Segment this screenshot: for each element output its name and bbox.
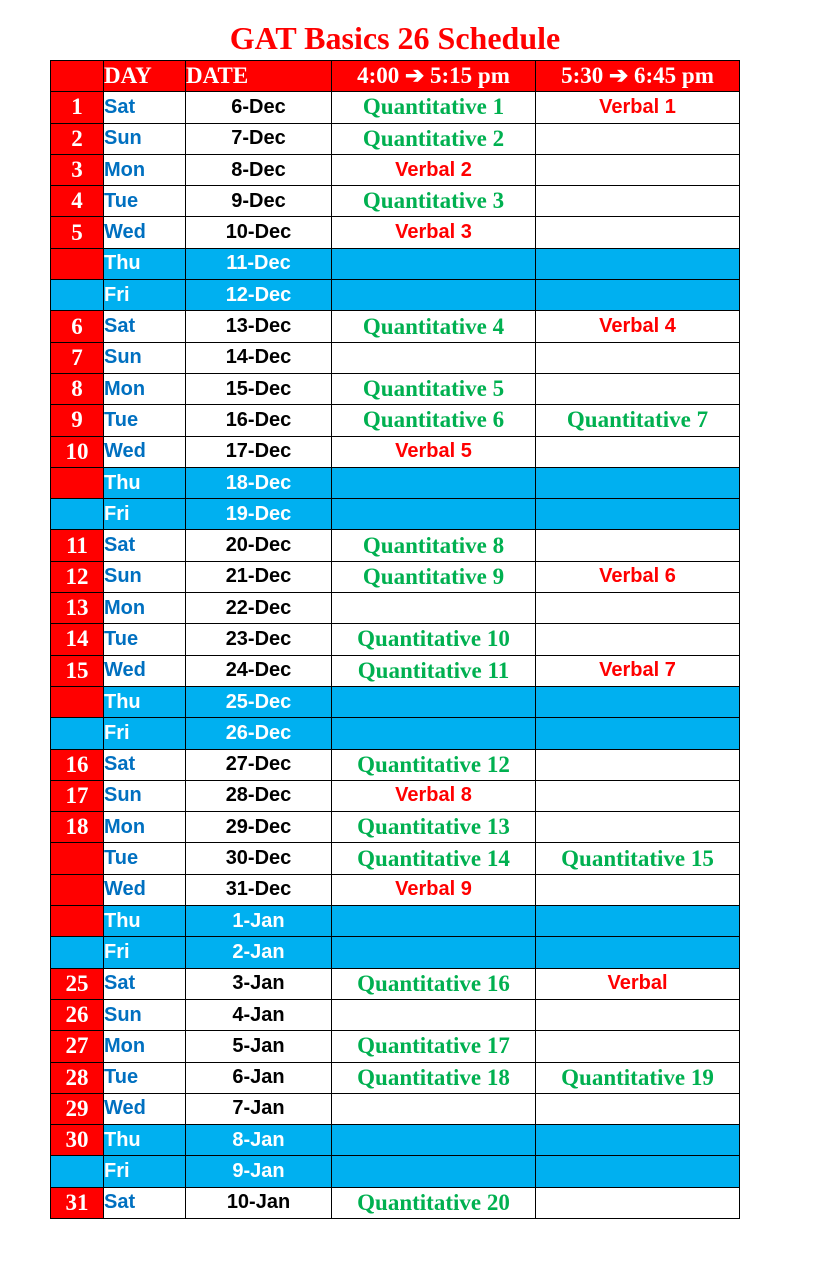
- slot-1-session: Quantitative 13: [357, 814, 510, 840]
- slot-2-cell: [536, 1156, 740, 1187]
- table-row: [51, 1093, 740, 1124]
- session-number: 11: [51, 530, 104, 561]
- date-cell: 5-Jan: [186, 1031, 332, 1062]
- day-cell: Mon: [104, 373, 186, 404]
- table-row: [51, 248, 740, 279]
- day-cell: Sat: [104, 530, 186, 561]
- slot-1-cell: [332, 780, 536, 811]
- date-cell: 22-Dec: [186, 593, 332, 624]
- date-cell: 7-Dec: [186, 123, 332, 154]
- session-number: 31: [51, 1187, 104, 1218]
- day-cell: Fri: [104, 499, 186, 530]
- session-number: 17: [51, 780, 104, 811]
- slot-1-session: Quantitative 18: [357, 1064, 510, 1090]
- date-cell: 19-Dec: [186, 499, 332, 530]
- table-row: [51, 968, 740, 999]
- schedule-body: [51, 92, 740, 1219]
- table-row: [51, 1187, 740, 1218]
- slot-2-cell: [536, 1031, 740, 1062]
- page-title: GAT Basics 26 Schedule: [229, 20, 561, 56]
- day-cell: Wed: [104, 655, 186, 686]
- slot-2-cell: [536, 718, 740, 749]
- day-cell: Sat: [104, 749, 186, 780]
- table-row: [51, 593, 740, 624]
- day-cell: Thu: [104, 467, 186, 498]
- table-row: [51, 718, 740, 749]
- day-cell: Wed: [104, 874, 186, 905]
- date-cell: 6-Jan: [186, 1062, 332, 1093]
- slot-2-cell: [536, 561, 740, 592]
- session-number: 3: [51, 154, 104, 185]
- slot-2-cell: [536, 999, 740, 1030]
- slot-1-cell: [332, 186, 536, 217]
- session-number: [51, 906, 104, 937]
- table-row: [51, 154, 740, 185]
- slot-1-session: Quantitative 20: [357, 1189, 510, 1215]
- slot-1-session: Quantitative 17: [357, 1033, 510, 1059]
- session-number: [51, 467, 104, 498]
- slot-1-cell: [332, 342, 536, 373]
- slot-1-session: Quantitative 16: [357, 970, 510, 996]
- slot-1-cell: [332, 373, 536, 404]
- session-number: 5: [51, 217, 104, 248]
- slot-1-cell: [332, 749, 536, 780]
- slot-2-cell: [536, 186, 740, 217]
- slot-1-cell: [332, 123, 536, 154]
- session-number: [51, 937, 104, 968]
- slot-1-session: Quantitative 8: [362, 532, 505, 558]
- session-number: [51, 280, 104, 311]
- date-cell: 4-Jan: [186, 999, 332, 1030]
- schedule-table: [50, 60, 740, 1219]
- table-row: [51, 686, 740, 717]
- slot-1-cell: [332, 92, 536, 123]
- slot-1-cell: [332, 1156, 536, 1187]
- day-cell: Sun: [104, 123, 186, 154]
- table-row: [51, 123, 740, 154]
- slot-1-cell: [332, 937, 536, 968]
- slot-2-cell: [536, 749, 740, 780]
- slot-2-cell: [536, 780, 740, 811]
- day-cell: Fri: [104, 718, 186, 749]
- day-cell: Mon: [104, 1031, 186, 1062]
- day-cell: Mon: [104, 593, 186, 624]
- date-cell: 20-Dec: [186, 530, 332, 561]
- table-row: [51, 1031, 740, 1062]
- slot-1-session: Quantitative 3: [362, 188, 505, 214]
- table-row: [51, 843, 740, 874]
- day-cell: Sat: [104, 968, 186, 999]
- slot-1-cell: [332, 405, 536, 436]
- session-number: 10: [51, 436, 104, 467]
- day-cell: Tue: [104, 843, 186, 874]
- slot-1-session: Quantitative 11: [357, 657, 510, 683]
- date-cell: 12-Dec: [186, 280, 332, 311]
- date-cell: 15-Dec: [186, 373, 332, 404]
- table-row: [51, 1125, 740, 1156]
- table-row: [51, 499, 740, 530]
- day-cell: Mon: [104, 812, 186, 843]
- session-number: 8: [51, 373, 104, 404]
- date-cell: 8-Dec: [186, 154, 332, 185]
- slot-1-session: Quantitative 12: [357, 751, 510, 777]
- day-cell: Thu: [104, 906, 186, 937]
- slot-1-session: Quantitative 9: [362, 563, 505, 589]
- table-row: [51, 655, 740, 686]
- date-cell: 10-Jan: [186, 1187, 332, 1218]
- slot-2-cell: [536, 655, 740, 686]
- session-number: 18: [51, 812, 104, 843]
- slot-2-cell: [536, 499, 740, 530]
- slot-1-cell: [332, 217, 536, 248]
- date-cell: 21-Dec: [186, 561, 332, 592]
- slot-2-cell: [536, 937, 740, 968]
- date-cell: 29-Dec: [186, 812, 332, 843]
- day-cell: Thu: [104, 248, 186, 279]
- table-row: [51, 217, 740, 248]
- slot-1-cell: [332, 624, 536, 655]
- table-row: [51, 812, 740, 843]
- slot-1-cell: [332, 154, 536, 185]
- session-number: 7: [51, 342, 104, 373]
- slot-1-cell: [332, 1093, 536, 1124]
- slot-2-cell: [536, 1062, 740, 1093]
- session-number: 29: [51, 1093, 104, 1124]
- slot-2-cell: [536, 280, 740, 311]
- table-row: [51, 373, 740, 404]
- slot-2-cell: [536, 123, 740, 154]
- slot-1-cell: [332, 718, 536, 749]
- session-number: 25: [51, 968, 104, 999]
- date-cell: 28-Dec: [186, 780, 332, 811]
- header-row: [51, 61, 740, 92]
- slot-2-session: Verbal 4: [599, 315, 676, 338]
- slot-1-cell: [332, 999, 536, 1030]
- slot-1-session: Quantitative 2: [362, 125, 505, 151]
- day-cell: Sun: [104, 780, 186, 811]
- slot-1-cell: [332, 655, 536, 686]
- slot-1-session: Quantitative 4: [362, 313, 505, 339]
- session-number: [51, 718, 104, 749]
- day-cell: Sat: [104, 1187, 186, 1218]
- slot-1-cell: [332, 561, 536, 592]
- date-cell: 26-Dec: [186, 718, 332, 749]
- slot-1-cell: [332, 843, 536, 874]
- date-cell: 6-Dec: [186, 92, 332, 123]
- date-cell: 8-Jan: [186, 1125, 332, 1156]
- slot-1-session: Quantitative 6: [362, 407, 505, 433]
- date-cell: 30-Dec: [186, 843, 332, 874]
- session-number: 9: [51, 405, 104, 436]
- session-number: 27: [51, 1031, 104, 1062]
- slot-1-session: Verbal 2: [395, 158, 472, 181]
- slot-2-cell: [536, 154, 740, 185]
- session-number: [51, 874, 104, 905]
- slot-2-cell: [536, 686, 740, 717]
- slot-2-cell: [536, 1093, 740, 1124]
- table-row: [51, 311, 740, 342]
- date-cell: 9-Dec: [186, 186, 332, 217]
- slot-2-cell: [536, 467, 740, 498]
- day-cell: Thu: [104, 1125, 186, 1156]
- table-row: [51, 624, 740, 655]
- date-cell: 11-Dec: [186, 248, 332, 279]
- session-number: 6: [51, 311, 104, 342]
- slot-1-session: Verbal 5: [395, 440, 472, 463]
- date-cell: 9-Jan: [186, 1156, 332, 1187]
- slot-1-cell: [332, 593, 536, 624]
- header-slot-2: 5:30 ➔ 6:45 pm: [536, 61, 740, 92]
- table-row: [51, 749, 740, 780]
- slot-1-cell: [332, 874, 536, 905]
- slot-2-session: Quantitative 19: [561, 1064, 714, 1090]
- header-date: DATE: [186, 61, 332, 92]
- slot-1-session: Quantitative 1: [362, 94, 505, 120]
- slot-2-cell: [536, 92, 740, 123]
- header-slot-1: 4:00 ➔ 5:15 pm: [332, 61, 536, 92]
- slot-2-cell: [536, 874, 740, 905]
- slot-2-cell: [536, 217, 740, 248]
- slot-2-cell: [536, 373, 740, 404]
- slot-2-session: Verbal 7: [599, 659, 676, 682]
- header-day: DAY: [104, 61, 186, 92]
- slot-2-cell: [536, 530, 740, 561]
- session-number: 14: [51, 624, 104, 655]
- date-cell: 2-Jan: [186, 937, 332, 968]
- day-cell: Thu: [104, 686, 186, 717]
- slot-1-session: Quantitative 5: [362, 376, 505, 402]
- slot-1-session: Verbal 9: [395, 878, 472, 901]
- session-number: [51, 499, 104, 530]
- session-number: 2: [51, 123, 104, 154]
- table-row: [51, 1156, 740, 1187]
- session-number: [51, 248, 104, 279]
- slot-1-cell: [332, 1187, 536, 1218]
- table-row: [51, 937, 740, 968]
- table-row: [51, 436, 740, 467]
- date-cell: 16-Dec: [186, 405, 332, 436]
- day-cell: Tue: [104, 624, 186, 655]
- slot-2-cell: [536, 593, 740, 624]
- table-row: [51, 342, 740, 373]
- slot-1-cell: [332, 467, 536, 498]
- slot-2-cell: [536, 906, 740, 937]
- slot-1-cell: [332, 1031, 536, 1062]
- slot-2-cell: [536, 968, 740, 999]
- session-number: 15: [51, 655, 104, 686]
- day-cell: Wed: [104, 436, 186, 467]
- slot-2-session: Verbal: [607, 972, 668, 995]
- day-cell: Tue: [104, 405, 186, 436]
- day-cell: Mon: [104, 154, 186, 185]
- slot-1-cell: [332, 1062, 536, 1093]
- table-row: [51, 1062, 740, 1093]
- date-cell: 23-Dec: [186, 624, 332, 655]
- slot-1-cell: [332, 530, 536, 561]
- table-row: [51, 906, 740, 937]
- slot-2-cell: [536, 311, 740, 342]
- slot-1-session: Verbal 3: [395, 221, 472, 244]
- slot-1-cell: [332, 968, 536, 999]
- session-number: 26: [51, 999, 104, 1030]
- session-number: [51, 1156, 104, 1187]
- slot-2-session: Quantitative 15: [561, 845, 714, 871]
- table-row: [51, 999, 740, 1030]
- slot-1-cell: [332, 311, 536, 342]
- session-number: 12: [51, 561, 104, 592]
- slot-1-session: Quantitative 10: [357, 626, 510, 652]
- slot-1-session: Quantitative 14: [357, 845, 510, 871]
- slot-2-cell: [536, 1187, 740, 1218]
- session-number: 1: [51, 92, 104, 123]
- session-number: 28: [51, 1062, 104, 1093]
- date-cell: 27-Dec: [186, 749, 332, 780]
- date-cell: 17-Dec: [186, 436, 332, 467]
- table-row: [51, 405, 740, 436]
- table-row: [51, 561, 740, 592]
- day-cell: Wed: [104, 1093, 186, 1124]
- table-row: [51, 874, 740, 905]
- day-cell: Tue: [104, 1062, 186, 1093]
- day-cell: Fri: [104, 937, 186, 968]
- slot-1-cell: [332, 280, 536, 311]
- table-row: [51, 280, 740, 311]
- slot-2-cell: [536, 812, 740, 843]
- date-cell: 14-Dec: [186, 342, 332, 373]
- session-number: 30: [51, 1125, 104, 1156]
- date-cell: 25-Dec: [186, 686, 332, 717]
- day-cell: Sun: [104, 999, 186, 1030]
- slot-1-session: Verbal 8: [395, 784, 472, 807]
- slot-2-session: Verbal 6: [599, 565, 676, 588]
- day-cell: Fri: [104, 1156, 186, 1187]
- slot-1-cell: [332, 248, 536, 279]
- table-row: [51, 467, 740, 498]
- day-cell: Sat: [104, 92, 186, 123]
- date-cell: 13-Dec: [186, 311, 332, 342]
- slot-2-session: Verbal 1: [599, 95, 676, 118]
- slot-1-cell: [332, 1125, 536, 1156]
- day-cell: Sun: [104, 561, 186, 592]
- slot-1-cell: [332, 436, 536, 467]
- slot-2-cell: [536, 624, 740, 655]
- date-cell: 18-Dec: [186, 467, 332, 498]
- slot-2-cell: [536, 405, 740, 436]
- date-cell: 1-Jan: [186, 906, 332, 937]
- date-cell: 24-Dec: [186, 655, 332, 686]
- day-cell: Tue: [104, 186, 186, 217]
- session-number: 16: [51, 749, 104, 780]
- slot-1-cell: [332, 499, 536, 530]
- table-row: [51, 530, 740, 561]
- session-number: [51, 843, 104, 874]
- day-cell: Wed: [104, 217, 186, 248]
- date-cell: 3-Jan: [186, 968, 332, 999]
- date-cell: 10-Dec: [186, 217, 332, 248]
- table-row: [51, 780, 740, 811]
- slot-2-cell: [536, 436, 740, 467]
- session-number: 4: [51, 186, 104, 217]
- session-number: 13: [51, 593, 104, 624]
- slot-2-cell: [536, 248, 740, 279]
- day-cell: Fri: [104, 280, 186, 311]
- slot-1-cell: [332, 906, 536, 937]
- slot-2-cell: [536, 342, 740, 373]
- slot-2-cell: [536, 843, 740, 874]
- day-cell: Sat: [104, 311, 186, 342]
- table-row: [51, 186, 740, 217]
- slot-1-cell: [332, 812, 536, 843]
- slot-2-cell: [536, 1125, 740, 1156]
- slot-2-session: Quantitative 7: [566, 407, 709, 433]
- date-cell: 31-Dec: [186, 874, 332, 905]
- slot-1-cell: [332, 686, 536, 717]
- session-number: [51, 686, 104, 717]
- date-cell: 7-Jan: [186, 1093, 332, 1124]
- table-row: [51, 92, 740, 123]
- day-cell: Sun: [104, 342, 186, 373]
- header-number: [51, 61, 104, 92]
